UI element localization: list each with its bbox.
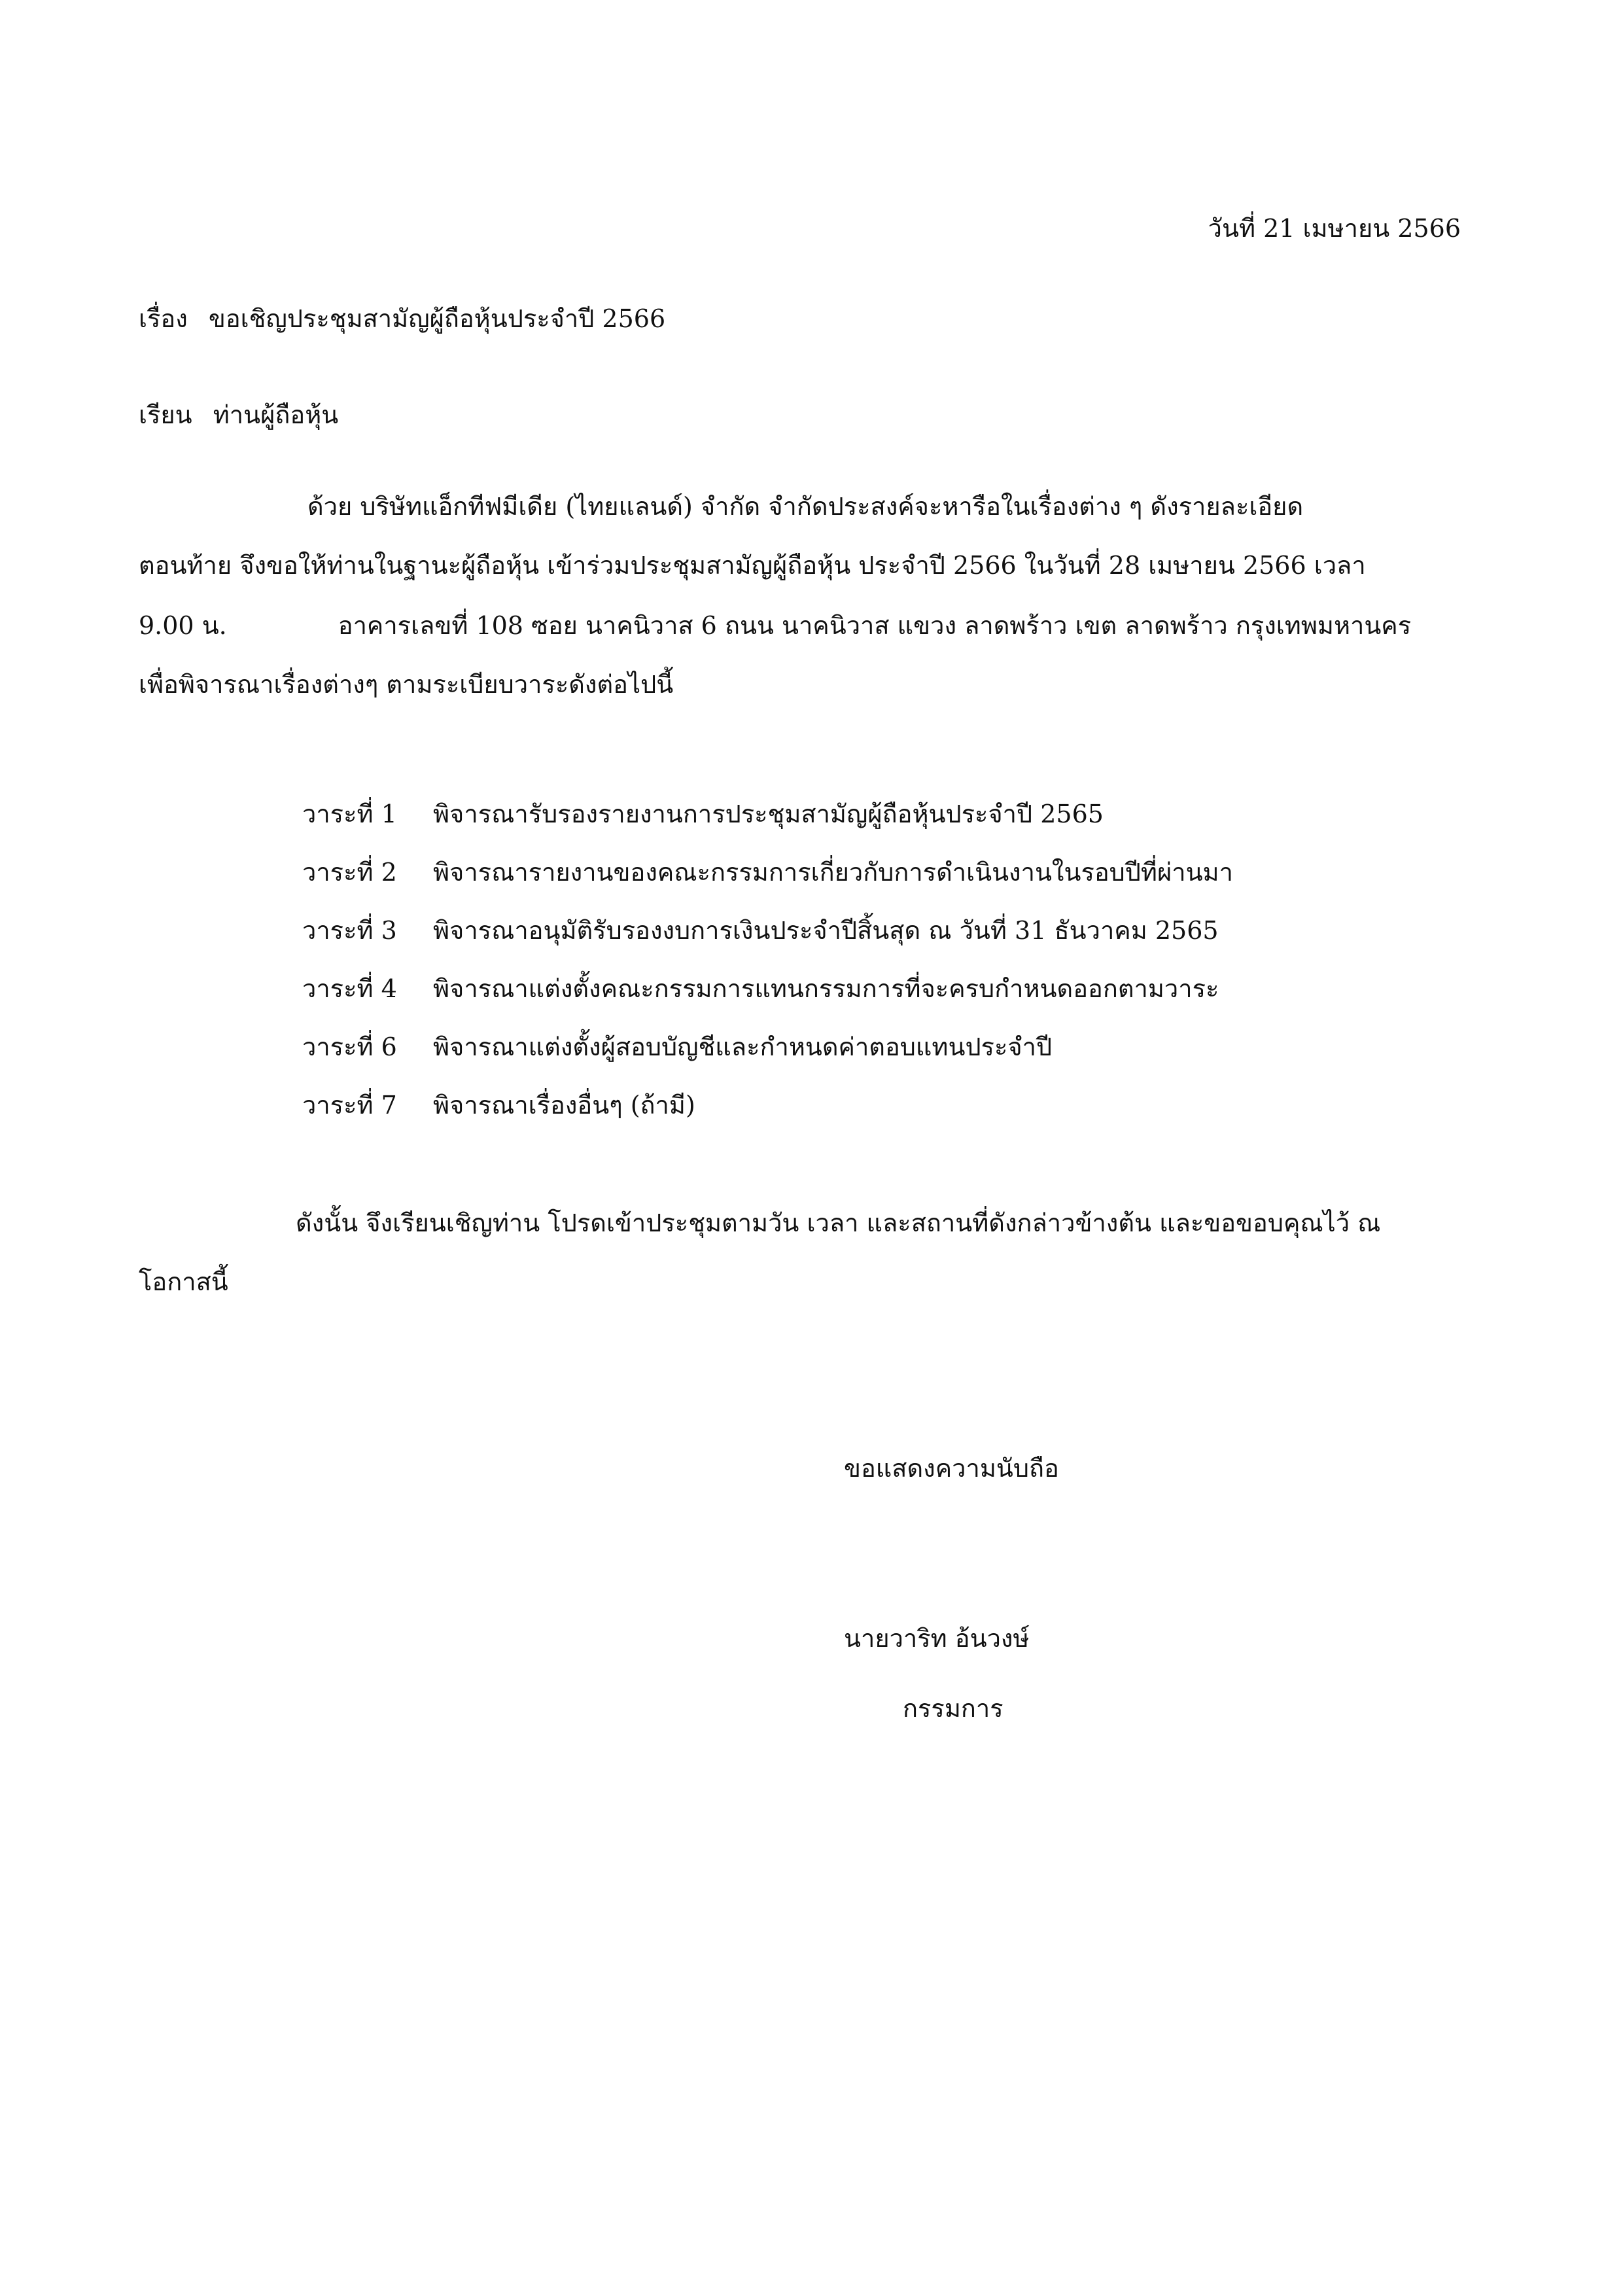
signer-title: กรรมการ bbox=[903, 1694, 1003, 1723]
agenda-text: พิจารณาอนุมัติรับรองงบการเงินประจำปีสิ้นสุด ณ วันที่ 31 ธันวาคม 2565 bbox=[433, 916, 1219, 945]
agenda-number: วาระที่ 6 bbox=[302, 1033, 397, 1061]
regards-line: ขอแสดงความนับถือ bbox=[844, 1454, 1059, 1483]
agenda-text: พิจารณาแต่งตั้งผู้สอบบัญชีและกำหนดค่าตอบแทนประจำปี bbox=[433, 1033, 1053, 1061]
salutation-line bbox=[139, 402, 338, 427]
agenda-item bbox=[302, 860, 1233, 885]
letter-date: วันที่ 21 เมษายน 2566 bbox=[1208, 214, 1461, 243]
agenda-text: พิจารณาแต่งตั้งคณะกรรมการแทนกรรมการที่จะครบกำหนดออกตามวาระ bbox=[433, 974, 1219, 1003]
intro-line bbox=[139, 613, 1411, 638]
agenda-item bbox=[302, 976, 1219, 1001]
meeting-venue: อาคารเลขที่ 108 ซอย นาคนิวาส 6 ถนน นาคนิวาส แขวง ลาดพร้าว เขต ลาดพร้าว กรุงเทพมหานคร bbox=[338, 611, 1412, 640]
agenda-item bbox=[302, 1093, 695, 1118]
intro-line: ด้วย บริษัทแอ็กทีฟมีเดีย (ไทยแลนด์) จำกัด จำกัดประสงค์จะหารือในเรื่องต่าง ๆ ดังรายละเอียด bbox=[307, 492, 1304, 521]
intro-line: เพื่อพิจารณาเรื่องต่างๆ ตามระเบียบวาระดังต่อไปนี้ bbox=[139, 670, 674, 699]
subject-line bbox=[139, 306, 665, 331]
agenda-item bbox=[302, 802, 1104, 826]
subject-text: ขอเชิญประชุมสามัญผู้ถือหุ้นประจำปี 2566 bbox=[208, 304, 666, 333]
meeting-time: 9.00 น. bbox=[139, 611, 227, 640]
agenda-number: วาระที่ 4 bbox=[302, 974, 397, 1003]
salutation-recipient: ท่านผู้ถือหุ้น bbox=[213, 400, 339, 429]
agenda-item bbox=[302, 1034, 1052, 1059]
closing-line: ดังนั้น จึงเรียนเชิญท่าน โปรดเข้าประชุมตามวัน เวลา และสถานที่ดังกล่าวข้างต้น และขอขอบคุณไว้ ณ bbox=[296, 1209, 1381, 1237]
agenda-number: วาระที่ 2 bbox=[302, 858, 397, 887]
intro-line: ตอนท้าย จึงขอให้ท่านในฐานะผู้ถือหุ้น เข้าร่วมประชุมสามัญผู้ถือหุ้น ประจำปี 2566 ในวันที่ 28 เมษายน 2566 เวลา bbox=[139, 551, 1366, 580]
signer-name: นายวาริท อ้นวงษ์ bbox=[844, 1624, 1030, 1653]
agenda-number: วาระที่ 1 bbox=[302, 800, 397, 828]
agenda-text: พิจารณาเรื่องอื่นๆ (ถ้ามี) bbox=[433, 1091, 695, 1120]
agenda-text: พิจารณารับรองรายงานการประชุมสามัญผู้ถือหุ้นประจำปี 2565 bbox=[433, 800, 1104, 828]
agenda-number: วาระที่ 3 bbox=[302, 916, 397, 945]
closing-line: โอกาสนี้ bbox=[139, 1267, 228, 1296]
subject-label: เรื่อง bbox=[139, 304, 188, 333]
salutation-label: เรียน bbox=[139, 400, 192, 429]
agenda-item bbox=[302, 918, 1219, 943]
agenda-text: พิจารณารายงานของคณะกรรมการเกี่ยวกับการดำเนินงานในรอบปีที่ผ่านมา bbox=[433, 858, 1233, 887]
agenda-number: วาระที่ 7 bbox=[302, 1091, 397, 1120]
